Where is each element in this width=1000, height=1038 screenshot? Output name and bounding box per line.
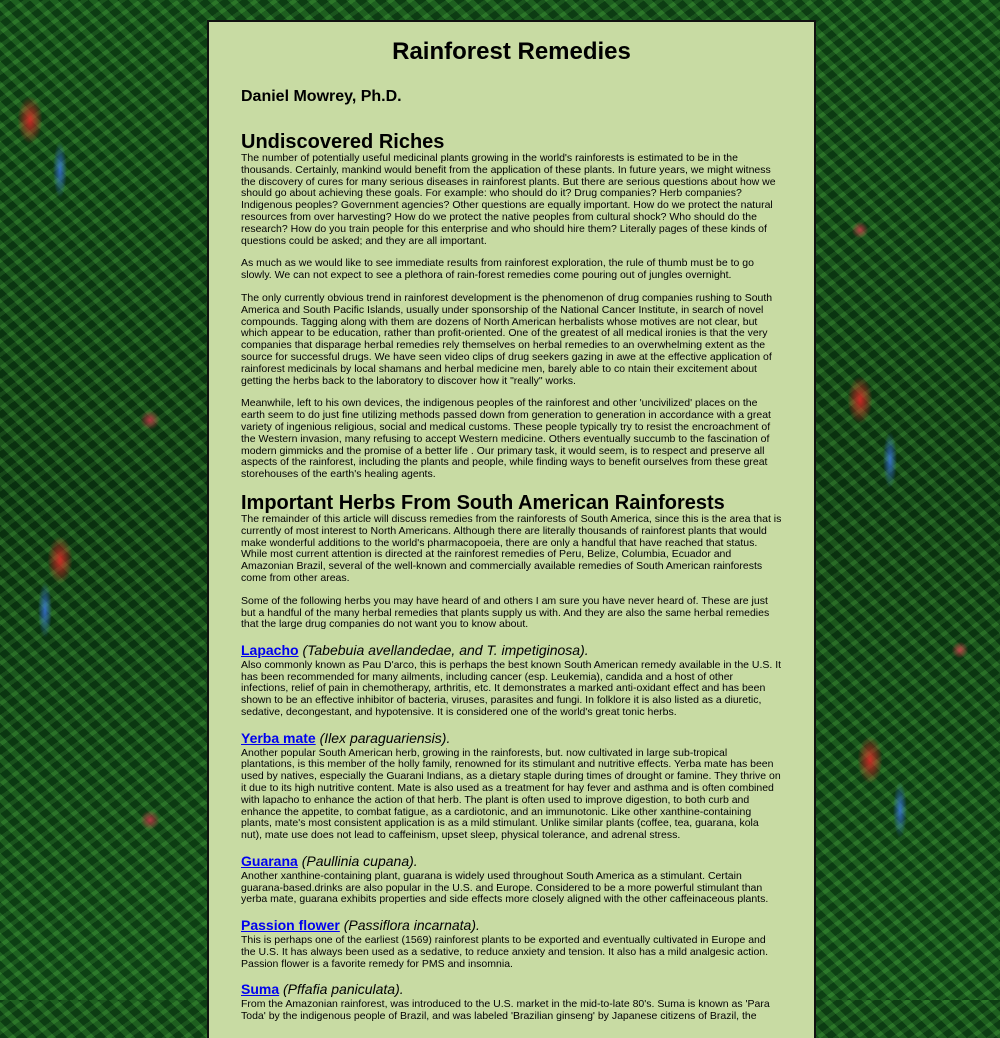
- paragraph: The number of potentially useful medicinal plants growing in the world's rainforests is estimated to be in the thousands. Certainly, mankind would benefit from the application of these plants. In future years, we might witness the discovery of cures for many serious diseases in rainforest plants. But there are serious questions about how we should go about achieving these goals. For example: who should do it? Drug companies? Herb companies? Indigenous peoples? Government agencies? Other questions are equally important. How do we protect the natural resources from over harvesting? How do we protect the native peoples from cultural shock? Who should do the research? How do you train people for this enterprise and who should hire them? Literally pages of these kinds of questions could be asked; and they are all important.: [241, 152, 776, 247]
- herb-description: This is perhaps one of the earliest (1569) rainforest plants to be exported and eventually cultivated in Europe and the U.S. It has always been used as a sedative, to reduce anxiety and tension. It also has a mild analgesic action. Passion flower is a favorite remedy for PMS and insomnia.: [241, 934, 769, 970]
- herb-link-lapacho[interactable]: Lapacho: [241, 642, 299, 659]
- paragraph: Meanwhile, left to his own devices, the indigenous peoples of the rainforest and other 'uncivilized' places on the earth seem to do just fine utilizing methods passed down from generation to generation in accordance with a great variety of ingenious religious, social and medical customs. These people typically try to resist the encroachment of the Western invasion, many refusing to accept Western medicine. Others eventually succumb to the fascination of modern gimmicks and the promise of a better life . Our primary task, it would seem, is to respect and preserve all aspects of the rainforest, including the plants and people, while finding ways to benefit ourselves from these great storehouses of the earth's healing agents.: [241, 397, 771, 481]
- herb-latin-name: (Passiflora incarnata).: [343, 917, 480, 934]
- herb-heading-passion-flower: [241, 917, 782, 934]
- herb-link-suma[interactable]: Suma: [241, 981, 280, 998]
- paragraph: Some of the following herbs you may have heard of and others I am sure you have never heard of. These are just but a handful of the many herbal remedies that plants supply us with. And they are also the same herbal remedies that the large drug companies do not want you to know about.: [241, 594, 770, 631]
- section-heading: Undiscovered Riches: [241, 131, 445, 153]
- herb-link-yerba-mate[interactable]: Yerba mate: [241, 729, 316, 746]
- section-heading: Important Herbs From South American Rainforests: [241, 491, 725, 514]
- herb-latin-name: (Tabebuia avellandedae, and T. impetiginosa).: [302, 642, 589, 659]
- paragraph: The only currently obvious trend in rainforest development is the phenomenon of drug companies rushing to South America and South Pacific Islands, usually under sponsorship of the National Cancer Institute, in search of novel compounds. Tagging along with them are dozens of North American herbalists whose motives are not clear, but which appear to be education, rather than profit-oriented. One of the greatest of all medical ironies is that the very companies that disparage herbal remedies rely themselves on herbal remedies to an overwhelming extent as the source for successful drugs. We have seen video clips of drug seekers gazing in awe at the effective application of rainforest medicinals by local shamans and herbal medicine men, barely able to co ntain their excitement about getting the herbs back to the laboratory to discover how it "really" works.: [241, 291, 773, 387]
- herb-link-guarana[interactable]: Guarana: [241, 853, 298, 870]
- herb-description: From the Amazonian rainforest, was introduced to the U.S. market in the mid-to-late 80's. Suma is known as 'Para Toda' by the indigenous people of Brazil, and was labeled 'Brazilian ginseng' by Japanese citizens of Brazil, the: [241, 998, 770, 1023]
- herb-heading-yerba-mate: [241, 730, 782, 747]
- page-title: Rainforest Remedies: [392, 38, 631, 65]
- herb-link-passion-flower[interactable]: Passion flower: [241, 917, 340, 934]
- paragraph: The remainder of this article will discuss remedies from the rainforests of South America, since this is the area that is currently of most interest to North Americans. Although there are literally thousands of rainforest plants that would make wonderful additions to the world's pharmacopoeia, there are only a handful that have reached that status. While most current attention is directed at the rainforest remedies of Peru, Belize, Columbia, Ecuador and Amazonian Brazil, several of the well-known and commercially available remedies of South American rainforests come from other areas.: [241, 512, 782, 584]
- herb-description: Another xanthine-containing plant, guarana is widely used throughout South America as a stimulant. Certain guarana-based.drinks are also popular in the U.S. and Europe. Considered to be a more powerful stimulant than yerba mate, guarana exhibits properties and side effects more closely aligned with the other caffeinaceous plants.: [241, 869, 769, 906]
- author-byline: Daniel Mowrey, Ph.D.: [241, 88, 402, 105]
- herb-latin-name: (Ilex paraguariensis).: [319, 729, 451, 746]
- herb-heading-guarana: [241, 853, 782, 870]
- herb-description: Another popular South American herb, growing in the rainforests, but. now cultivated in large sub-tropical plantations, is this member of the holly family, renowned for its stimulant and nutritive effects. Yerba mate has been used by natives, especially the Guarani Indians, as a dietary staple during times of drought or famine. They thrive on it due to its high nutritive content. Mate is also used as a treatment for hay fever and asthma and is often combined with lapacho to enhance the action of that herb. The plant is often used to improve digestion, to both curb and enhance the appetite, to combat fatigue, as a cardiotonic, and an immunotonic. Like other xanthine-containing plants, mate's most consistent application is as a mild stimulant. Unlike similar plants (coffee, tea, guarana, kola nut), mate use does not lead to caffeinism, upset sleep, physical tolerance, and adrenal stress.: [241, 746, 781, 842]
- herb-description: Also commonly known as Pau D'arco, this is perhaps the best known South American remedy available in the U.S. It has been recommended for many ailments, including cancer (esp. Leukemia), candida and a host of other infections, relief of pain in chemotherapy, arthritis, etc. It demonstrates a marked anti-oxidant effect and has been shown to be an effective inhibitor of bacteria, viruses, parasites and fungi. In folklore it is also listed as a diuretic, sedative, decongestant, and hypotensive. It is considered one of the world's great tonic herbs.: [241, 658, 782, 719]
- paragraph: As much as we would like to see immediate results from rainforest exploration, the rule of thumb must be to go slowly. We can not expect to see a plethora of rain-forest remedies come pouring out of jungles overnight.: [241, 257, 754, 282]
- herb-heading-lapacho: [241, 642, 782, 659]
- herb-heading-suma: [241, 981, 782, 998]
- herb-latin-name: (Pffafia paniculata).: [283, 981, 404, 998]
- article-page: [207, 20, 816, 1038]
- herb-latin-name: (Paullinia cupana).: [301, 853, 418, 870]
